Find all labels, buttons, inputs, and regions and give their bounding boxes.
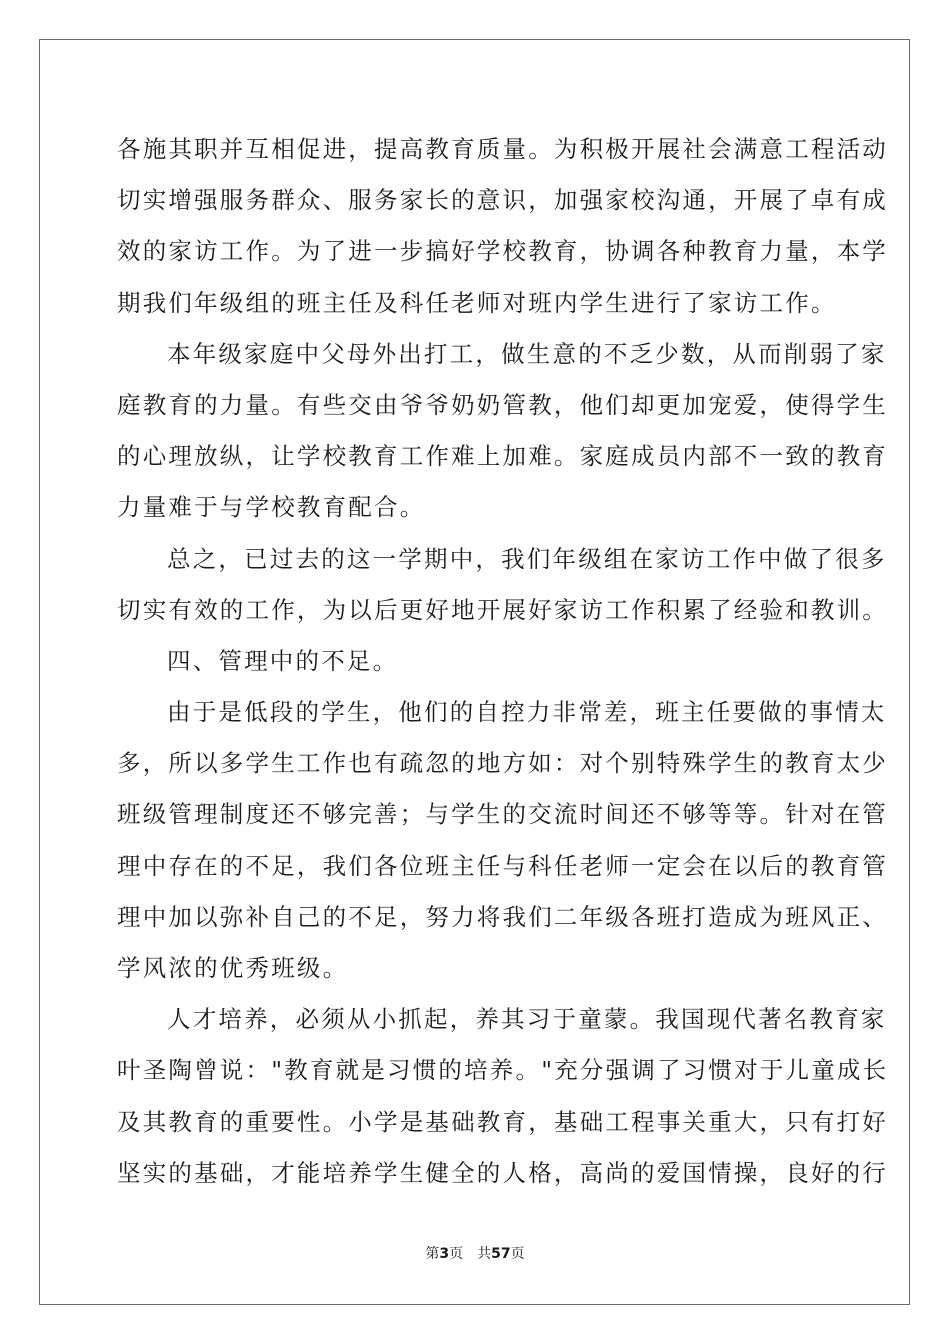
page-number-prefix: 第 — [425, 1246, 440, 1262]
page-total-suffix: 页 — [510, 1246, 525, 1262]
text-line: 多，所以多学生工作也有疏忽的地方如：对个别特殊学生的教育太少 — [117, 749, 888, 778]
page-number-suffix: 页 — [449, 1246, 464, 1262]
text-line: 庭教育的力量。有些交由爷爷奶奶管教，他们却更加宠爱，使得学生 — [117, 390, 888, 419]
text-line: 各施其职并互相促进，提高教育质量。为积极开展社会满意工程活动 — [117, 135, 888, 163]
section-heading: 四、管理中的不足。 — [167, 646, 399, 675]
page-number: 3 — [439, 1246, 450, 1262]
text-line: 学风浓的优秀班级。 — [117, 954, 349, 982]
text-line: 力量难于与学校教育配合。 — [117, 493, 426, 522]
text-line: 效的家访工作。为了进一步搞好学校教育，协调各种教育力量，本学 — [117, 237, 888, 266]
paragraph-start-line: 由于是低段的学生，他们的自控力非常差，班主任要做的事情太 — [167, 698, 887, 727]
document-body — [117, 124, 889, 1199]
paragraph-start-line: 本年级家庭中父母外出打工，做生意的不乏少数，从而削弱了家 — [167, 339, 887, 368]
page-total: 57 — [491, 1246, 511, 1262]
page-total-prefix: 共 — [477, 1246, 492, 1262]
text-line: 班级管理制度还不够完善；与学生的交流时间还不够等等。针对在管 — [117, 800, 888, 829]
paragraph-start-line: 人才培养，必须从小抓起，养其习于童蒙。我国现代著名教育家 — [167, 1005, 887, 1034]
text-line: 理中存在的不足，我们各位班主任与科任老师一定会在以后的教育管 — [117, 851, 888, 880]
text-line: 的心理放纵，让学校教育工作难上加难。家庭成员内部不一致的教育 — [117, 442, 888, 471]
text-line: 及其教育的重要性。小学是基础教育，基础工程事关重大，只有打好 — [117, 1107, 888, 1136]
text-line: 叶圣陶曾说："教育就是习惯的培养。"充分强调了习惯对于儿童成长 — [117, 1056, 889, 1085]
text-line: 期我们年级组的班主任及科任老师对班内学生进行了家访工作。 — [117, 288, 837, 317]
page-footer — [0, 1244, 950, 1264]
paragraph-start-line: 总之，已过去的这一学期中，我们年级组在家访工作中做了很多 — [167, 544, 887, 573]
text-line: 理中加以弥补自己的不足，努力将我们二年级各班打造成为班风正、 — [117, 902, 888, 931]
text-line: 坚实的基础，才能培养学生健全的人格，高尚的爱国情操，良好的行 — [117, 1158, 888, 1187]
text-line: 切实有效的工作，为以后更好地开展好家访工作积累了经验和教训。 — [117, 595, 888, 624]
text-line: 切实增强服务群众、服务家长的意识，加强家校沟通，开展了卓有成 — [117, 186, 888, 215]
